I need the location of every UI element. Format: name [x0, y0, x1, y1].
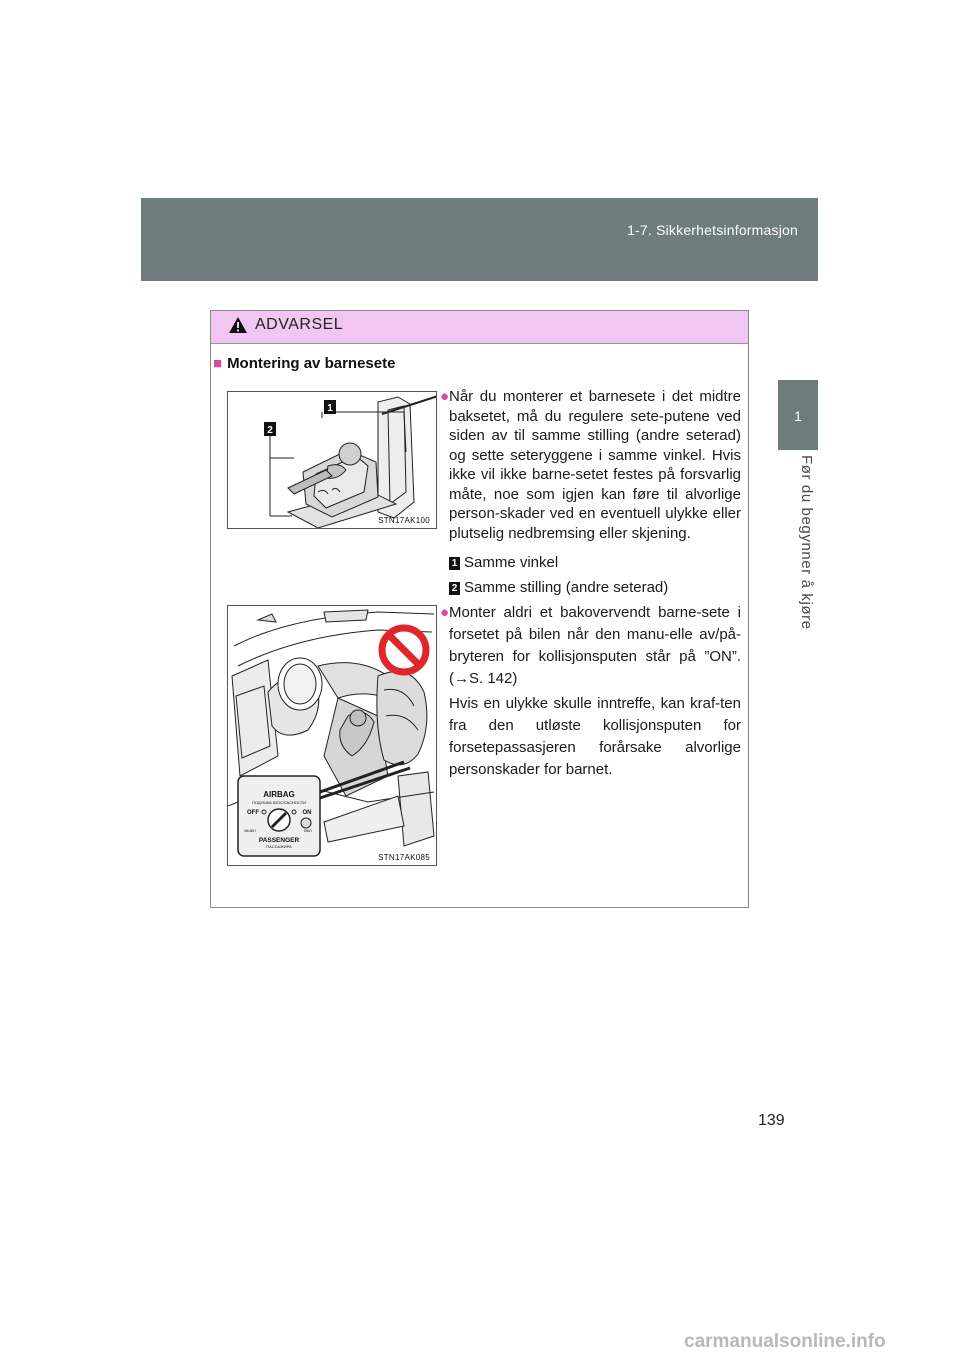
- figure-child-seat-rear: [227, 391, 437, 529]
- legend-text-2: Samme stilling (andre seterad): [464, 579, 669, 596]
- bullet-rear-seat-text: Når du monterer et barnesete i det midtre baksetet, må du regulere sete-putene ved siden av til samme stilling (andre seterad) og sette seteryggene i samme vinkel. Hvis ikke vil ikke barne-setet festes på forsvarlig måte, noe som igjen kan føre til alvorlige person-skader ved en eventuell ulykke eller plutselig nedbremsing eller skjening.: [449, 388, 741, 542]
- legend-number-2: 2: [449, 582, 460, 595]
- legend-number-1: 1: [449, 557, 460, 570]
- bullet-front-seat-text: Monter aldri et bakovervendt barne-sete i forsetet på bilen når den manu-elle av/på-bryteren for kollisjonsputen står på ”ON”. (→S. 142): [449, 604, 741, 687]
- figure2-code: STN17AK085: [378, 853, 430, 862]
- bullet-front-seat: [440, 602, 741, 690]
- square-bullet-icon: ■: [213, 355, 223, 372]
- subheading-text: Montering av barnesete: [227, 355, 396, 372]
- legend-item-2: [449, 579, 668, 596]
- callout-1: [324, 400, 336, 414]
- airbag-consequence-paragraph: Hvis en ulykke skulle inntreffe, kan kraf-ten fra den utløste kollisjonsputen for forsetepassasjeren forårsake alvorlige personskader for barnet.: [449, 695, 741, 778]
- warning-triangle-icon: [228, 316, 248, 334]
- figure-airbag-front-seat: [227, 605, 437, 866]
- watermark: carmanualsonline.info: [684, 1331, 886, 1352]
- warning-header: [211, 311, 748, 344]
- chapter-number: 1: [794, 408, 802, 424]
- bullet-dot-icon: ●: [440, 388, 450, 405]
- legend-item-1: [449, 554, 558, 571]
- switch-label-off-ru: ВЫКЛ: [244, 828, 256, 833]
- warning-title: ADVARSEL: [255, 316, 344, 333]
- bullet-dot-icon: ●: [440, 604, 450, 621]
- warning-subheading: [213, 355, 395, 372]
- child-seat-illustration: [228, 392, 436, 528]
- warning-box: [210, 310, 749, 908]
- legend-text-1: Samme vinkel: [464, 554, 559, 571]
- switch-label-airbag: AIRBAG: [263, 790, 295, 799]
- chapter-title: Før du begynner å kjøre: [798, 455, 815, 630]
- bullet-rear-seat: [440, 387, 741, 543]
- figure1-code: STN17AK100: [378, 516, 430, 525]
- switch-label-off: OFF: [247, 810, 259, 816]
- switch-label-passenger: PASSENGER: [258, 837, 300, 844]
- switch-label-passenger-ru: ПАССАЖИРА: [266, 844, 292, 849]
- page-number: 139: [758, 1112, 785, 1129]
- callout-2: [264, 422, 276, 436]
- prohibition-icon: [382, 628, 426, 672]
- section-title: 1-7. Sikkerhetsinformasjon: [627, 222, 798, 238]
- chapter-tab: [778, 380, 818, 450]
- switch-label-on-ru: ВКЛ: [304, 828, 312, 833]
- switch-label-on: ON: [302, 810, 312, 816]
- switch-label-airbag-ru: ПОДУШКА БЕЗОПАСНОСТИ: [251, 800, 307, 805]
- callout-1-label: 1: [327, 403, 333, 414]
- airbag-switch-panel: [238, 776, 320, 856]
- airbag-illustration: [228, 606, 436, 865]
- callout-2-label: 2: [267, 425, 273, 436]
- header-band: [141, 198, 818, 281]
